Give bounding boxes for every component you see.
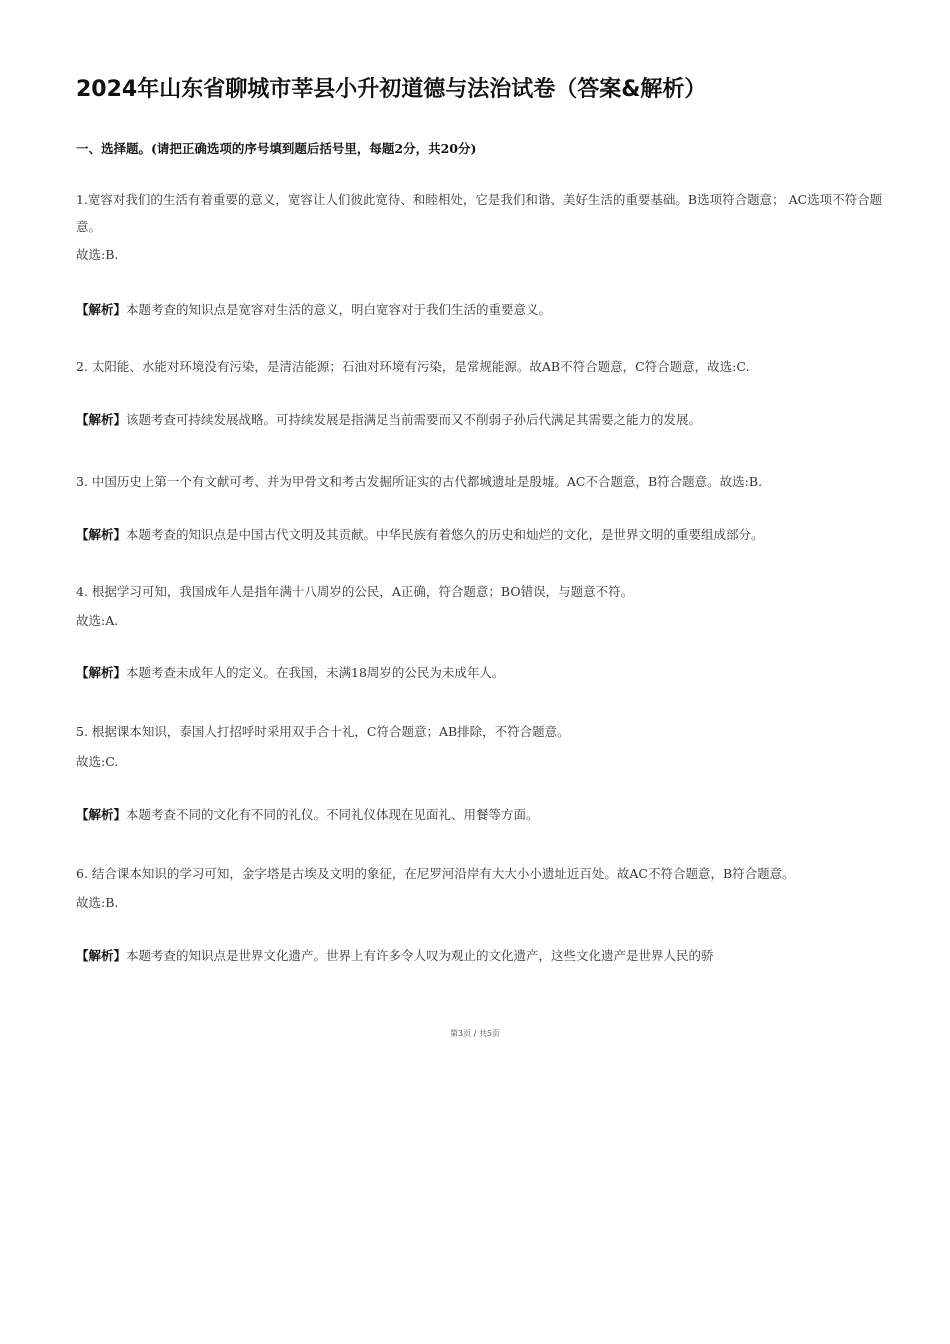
answer-text-6: 6. 结合课本知识的学习可知，金字塔是古埃及文明的象征，在尼罗河沿岸有大大小小遗址近百处。故AC不符合题意，B符合题意。 — [76, 866, 795, 881]
answer-choice-4: 故选:A. — [76, 613, 119, 628]
answer-text-2: 2. 太阳能、水能对环境没有污染，是清洁能源；石油对环境有污染，是常规能源。故AB不符合题意，C符合题意，故选:C. — [76, 359, 750, 374]
analysis-text-1: 本题考查的知识点是宽容对生活的意义，明白宽容对于我们生活的重要意义。 — [126, 302, 552, 317]
analysis-tag: 【解析】 — [76, 527, 127, 542]
analysis-tag: 【解析】 — [76, 665, 127, 680]
answer-choice-1: 故选:B. — [76, 247, 119, 262]
analysis-text-6: 本题考查的知识点是世界文化遗产。世界上有许多令人叹为观止的文化遗产，这些文化遗产是世界人民的骄 — [126, 948, 714, 963]
analysis-tag: 【解析】 — [76, 302, 127, 317]
section-heading: 一、选择题。(请把正确选项的序号填到题后括号里，每题2分，共20分) — [76, 141, 477, 156]
analysis-tag: 【解析】 — [76, 948, 127, 963]
answer-text-4: 4. 根据学习可知，我国成年人是指年满十八周岁的公民，A正确，符合题意；BO错误，与题意不符。 — [76, 584, 634, 599]
answer-text-1: 1.宽容对我们的生活有着重要的意义，宽容让人们彼此宽待、和睦相处，它是我们和谐、美好生活的重要基础。B选项符合题意； AC选项不符合题意。 — [76, 192, 883, 234]
analysis-text-2: 该题考查可持续发展战略。可持续发展是指满足当前需要而又不削弱子孙后代满足其需要之能力的发展。 — [126, 412, 702, 427]
answer-text-3: 3. 中国历史上第一个有文献可考、并为甲骨文和考古发掘所证实的古代都城遗址是殷墟。AC不合题意，B符合题意。故选:B. — [76, 474, 763, 489]
answer-text-5: 5. 根据课本知识，泰国人打招呼时采用双手合十礼，C符合题意；AB排除，不符合题意。 — [76, 724, 570, 739]
analysis-tag: 【解析】 — [76, 412, 127, 427]
answer-choice-5: 故选:C. — [76, 754, 119, 769]
analysis-2 — [76, 411, 701, 429]
page-footer: 第3页 / 共5页 — [450, 1029, 500, 1038]
analysis-6 — [76, 947, 714, 965]
analysis-3 — [76, 526, 764, 544]
analysis-1 — [76, 301, 551, 319]
analysis-text-4: 本题考查未成年人的定义。在我国，未满18周岁的公民为未成年人。 — [126, 665, 505, 680]
analysis-text-5: 本题考查不同的文化有不同的礼仪。不同礼仪体现在见面礼、用餐等方面。 — [126, 807, 539, 822]
analysis-4 — [76, 664, 504, 682]
document-title: 2024年山东省聊城市莘县小升初道德与法治试卷（答案&解析） — [76, 77, 707, 102]
analysis-tag: 【解析】 — [76, 807, 127, 822]
analysis-text-3: 本题考查的知识点是中国古代文明及其贡献。中华民族有着悠久的历史和灿烂的文化，是世界文明的重要组成部分。 — [126, 527, 764, 542]
analysis-5 — [76, 806, 539, 824]
answer-choice-6: 故选:B. — [76, 895, 119, 910]
